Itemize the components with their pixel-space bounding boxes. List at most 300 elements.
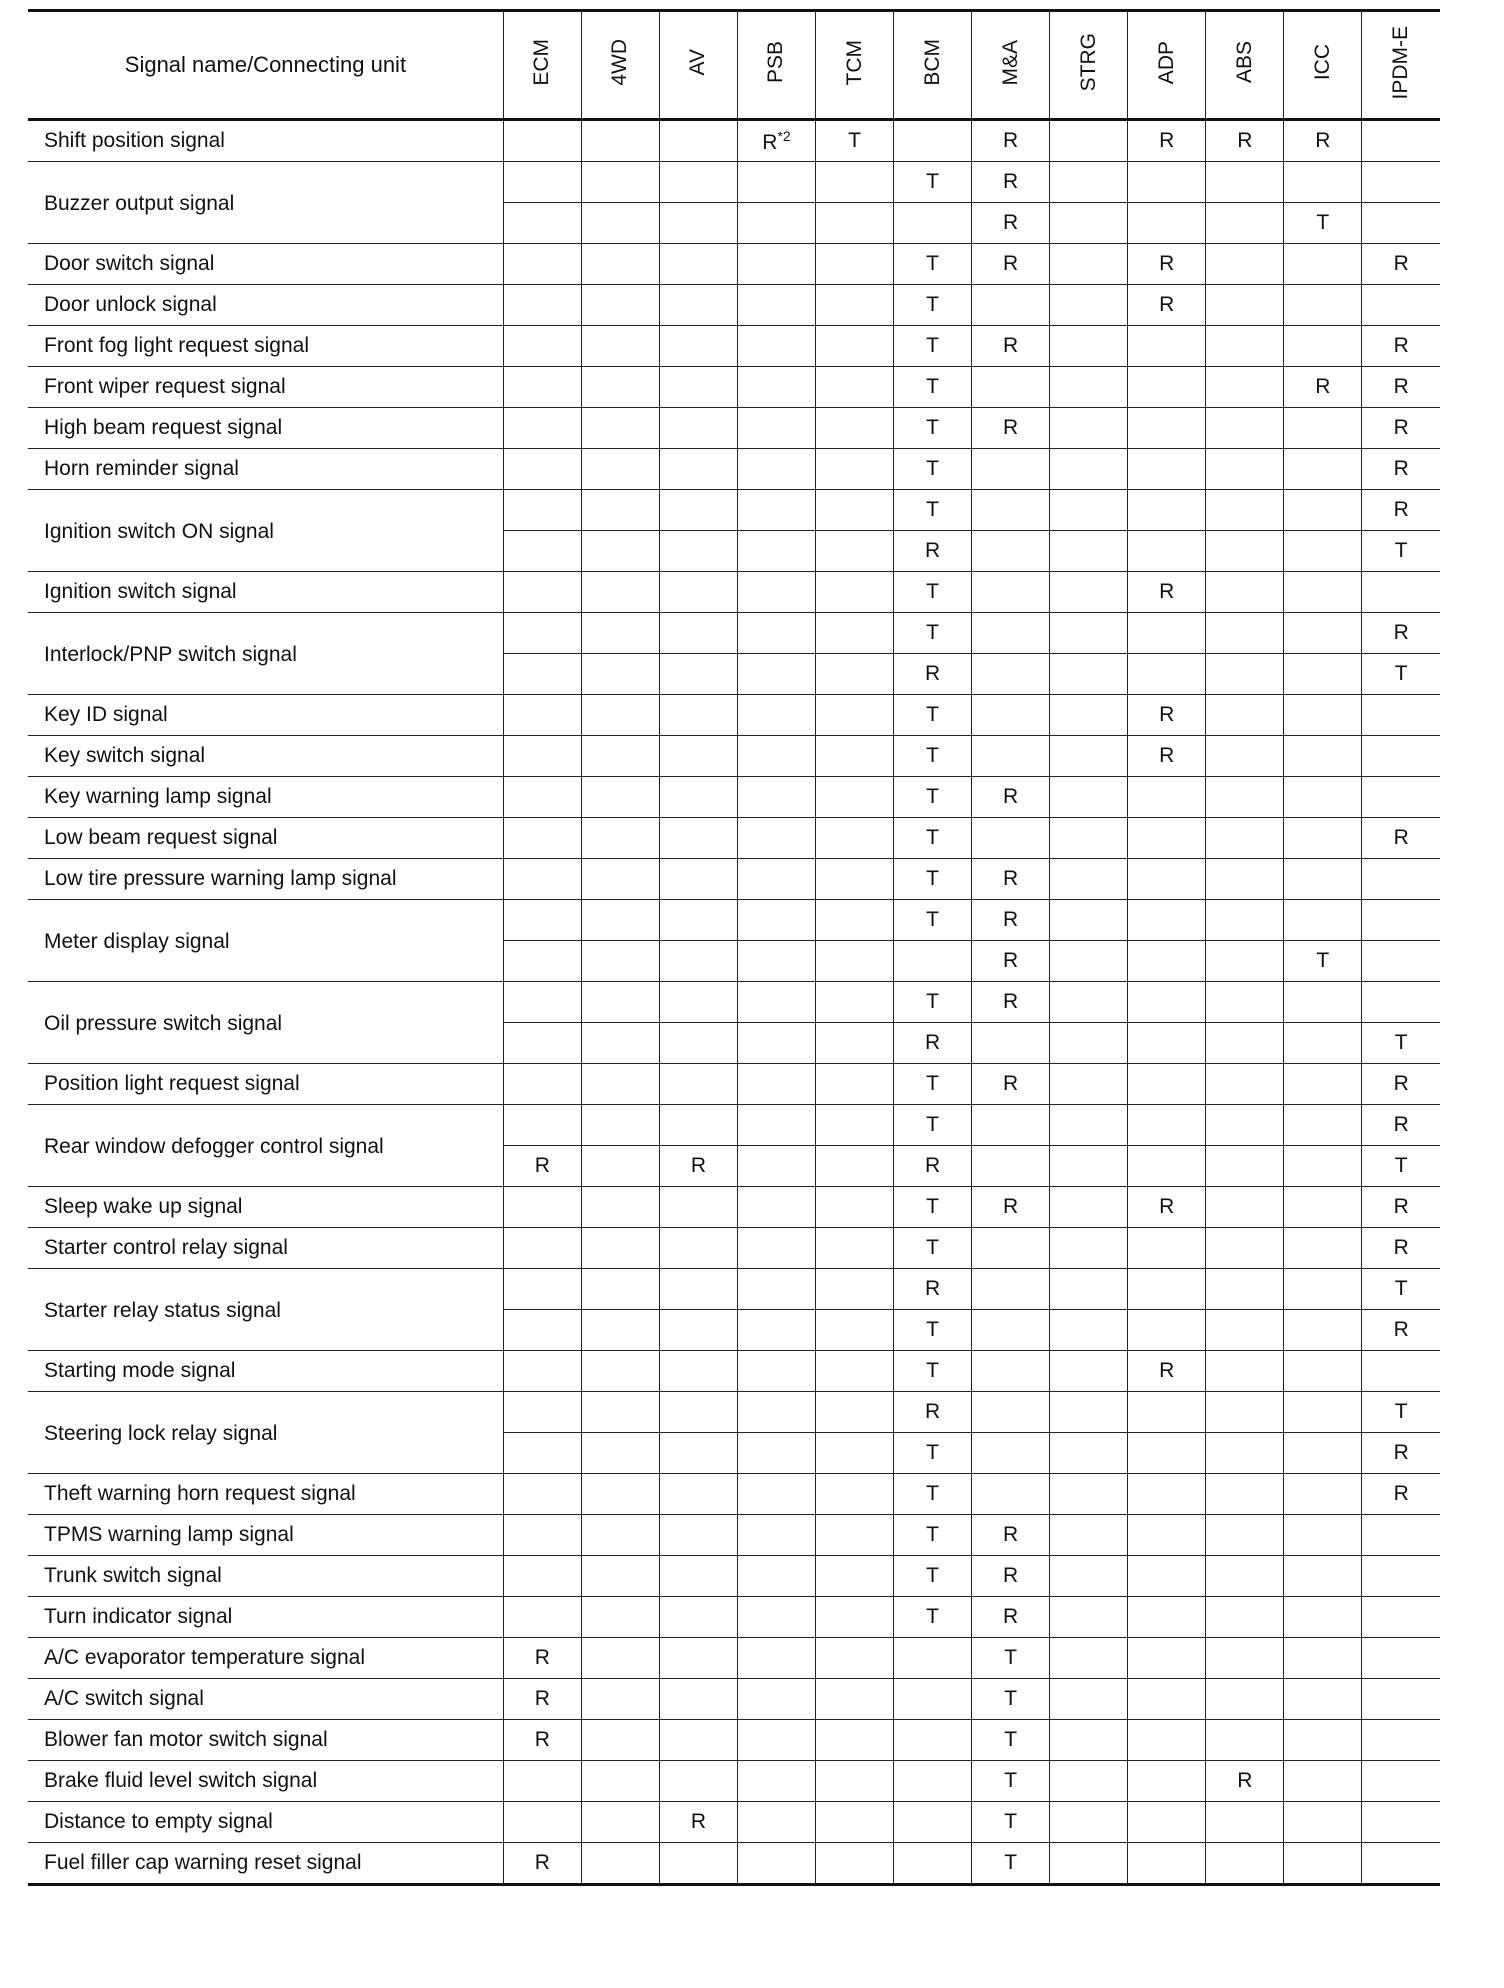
cell-icc: [1284, 1638, 1362, 1679]
cell-icc: [1284, 941, 1362, 982]
cell-av: [659, 900, 737, 941]
cell-bcm: [894, 1474, 972, 1515]
cell-value: T: [1394, 1154, 1408, 1177]
cell-tcm: [816, 1802, 894, 1843]
table-row: [28, 1351, 1440, 1392]
cell-bcm: [894, 408, 972, 449]
cell-ipdm-e: [1362, 572, 1440, 613]
cell-psb: [737, 1515, 815, 1556]
cell-abs: [1206, 1310, 1284, 1351]
cell-strg: [1050, 1679, 1128, 1720]
cell-adp: [1128, 490, 1206, 531]
header-unit-bcm: [894, 11, 972, 120]
cell-psb: [737, 1351, 815, 1392]
cell-ipdm-e: [1362, 695, 1440, 736]
cell-av: [659, 1392, 737, 1433]
cell-strg: [1050, 326, 1128, 367]
cell-tcm: [816, 449, 894, 490]
cell-strg: [1050, 1187, 1128, 1228]
cell-tcm: [816, 859, 894, 900]
cell-av: [659, 490, 737, 531]
cell-value: R: [762, 130, 778, 154]
cell-tcm: [816, 1597, 894, 1638]
cell-icc: [1284, 1515, 1362, 1556]
table-row: [28, 982, 1440, 1023]
cell-ecm: [503, 1023, 581, 1064]
cell-psb: [737, 1638, 815, 1679]
cell-abs: [1206, 120, 1284, 162]
table-row: [28, 244, 1440, 285]
cell-av: [659, 285, 737, 326]
cell-ipdm-e: [1362, 777, 1440, 818]
header-unit-tcm: [816, 11, 894, 120]
cell-m-a: [972, 285, 1050, 326]
cell-ipdm-e: [1362, 859, 1440, 900]
cell-value: R: [1003, 949, 1019, 972]
cell-bcm: [894, 1843, 972, 1885]
signal-name: Door switch signal: [28, 244, 503, 285]
header-unit-label: BCM: [920, 39, 944, 86]
signal-name: Trunk switch signal: [28, 1556, 503, 1597]
cell-ecm: [503, 449, 581, 490]
cell-av: [659, 203, 737, 244]
cell-value: T: [926, 375, 939, 398]
cell-value: R: [1003, 416, 1019, 439]
cell-4wd: [581, 859, 659, 900]
cell-strg: [1050, 1105, 1128, 1146]
cell-bcm: [894, 203, 972, 244]
cell-value: T: [926, 1236, 939, 1259]
cell-4wd: [581, 695, 659, 736]
cell-adp: [1128, 367, 1206, 408]
cell-tcm: [816, 695, 894, 736]
table-row: [28, 367, 1440, 408]
signal-name: High beam request signal: [28, 408, 503, 449]
cell-value: R: [1003, 334, 1019, 357]
cell-4wd: [581, 1433, 659, 1474]
cell-psb: [737, 859, 815, 900]
cell-icc: [1284, 449, 1362, 490]
cell-adp: [1128, 818, 1206, 859]
signal-name: A/C switch signal: [28, 1679, 503, 1720]
cell-psb: [737, 326, 815, 367]
cell-adp: [1128, 1720, 1206, 1761]
table-body: [28, 120, 1440, 1885]
header-unit-ipdm-e: [1362, 11, 1440, 120]
cell-tcm: [816, 572, 894, 613]
signal-name: Turn indicator signal: [28, 1597, 503, 1638]
cell-av: [659, 572, 737, 613]
header-unit-label: ADP: [1154, 40, 1178, 85]
cell-value: T: [926, 170, 939, 193]
cell-value: T: [926, 867, 939, 890]
cell-adp: [1128, 408, 1206, 449]
cell-psb: [737, 695, 815, 736]
cell-4wd: [581, 613, 659, 654]
cell-value: T: [926, 990, 939, 1013]
cell-value: R: [1003, 211, 1019, 234]
cell-icc: [1284, 1720, 1362, 1761]
cell-tcm: [816, 900, 894, 941]
cell-tcm: [816, 203, 894, 244]
cell-strg: [1050, 1802, 1128, 1843]
cell-strg: [1050, 1064, 1128, 1105]
cell-psb: [737, 408, 815, 449]
signal-name: Starting mode signal: [28, 1351, 503, 1392]
cell-value: T: [926, 785, 939, 808]
cell-value: T: [1004, 1810, 1018, 1833]
signal-name: Starter relay status signal: [28, 1270, 503, 1311]
cell-value: R: [925, 1031, 941, 1054]
cell-av: [659, 1556, 737, 1597]
cell-value: T: [1316, 211, 1330, 234]
cell-adp: [1128, 203, 1206, 244]
signal-name: Distance to empty signal: [28, 1802, 503, 1843]
cell-m-a: [972, 162, 1050, 203]
cell-icc: [1284, 490, 1362, 531]
cell-abs: [1206, 1720, 1284, 1761]
cell-strg: [1050, 859, 1128, 900]
cell-icc: [1284, 367, 1362, 408]
cell-value: T: [1394, 1400, 1408, 1423]
cell-value: T: [926, 334, 939, 357]
cell-value: R: [925, 1277, 941, 1300]
cell-m-a: [972, 654, 1050, 695]
cell-av: [659, 1269, 737, 1310]
table-row: [28, 900, 1440, 941]
cell-value: T: [1394, 1031, 1408, 1054]
cell-icc: [1284, 1474, 1362, 1515]
cell-tcm: [816, 1228, 894, 1269]
cell-ecm: [503, 1310, 581, 1351]
cell-abs: [1206, 285, 1284, 326]
cell-strg: [1050, 1720, 1128, 1761]
cell-abs: [1206, 1351, 1284, 1392]
signal-name: Interlock/PNP switch signal: [28, 614, 503, 655]
table-row: [28, 1638, 1440, 1679]
cell-icc: [1284, 326, 1362, 367]
cell-strg: [1050, 1310, 1128, 1351]
cell-abs: [1206, 572, 1284, 613]
cell-ipdm-e: [1362, 1146, 1440, 1187]
cell-adp: [1128, 1310, 1206, 1351]
cell-4wd: [581, 1556, 659, 1597]
table-row: [28, 1802, 1440, 1843]
cell-bcm: [894, 490, 972, 531]
cell-abs: [1206, 1638, 1284, 1679]
cell-tcm: [816, 162, 894, 203]
cell-m-a: [972, 326, 1050, 367]
cell-ipdm-e: [1362, 490, 1440, 531]
cell-icc: [1284, 1269, 1362, 1310]
cell-tcm: [816, 408, 894, 449]
cell-value: R: [1003, 785, 1019, 808]
cell-strg: [1050, 1556, 1128, 1597]
cell-ecm: [503, 244, 581, 285]
cell-4wd: [581, 1146, 659, 1187]
cell-tcm: [816, 1433, 894, 1474]
cell-ipdm-e: [1362, 1023, 1440, 1064]
cell-bcm: [894, 1638, 972, 1679]
cell-abs: [1206, 1269, 1284, 1310]
cell-adp: [1128, 1597, 1206, 1638]
cell-4wd: [581, 1105, 659, 1146]
cell-bcm: [894, 1433, 972, 1474]
cell-bcm: [894, 244, 972, 285]
cell-value: T: [1394, 1277, 1408, 1300]
cell-value: R: [1393, 1236, 1409, 1259]
cell-abs: [1206, 1679, 1284, 1720]
cell-bcm: [894, 1597, 972, 1638]
cell-m-a: [972, 777, 1050, 818]
cell-av: [659, 1351, 737, 1392]
cell-m-a: [972, 900, 1050, 941]
cell-ipdm-e: [1362, 1679, 1440, 1720]
cell-ipdm-e: [1362, 1474, 1440, 1515]
cell-4wd: [581, 1269, 659, 1310]
cell-value: T: [926, 252, 939, 275]
cell-abs: [1206, 1392, 1284, 1433]
cell-adp: [1128, 1064, 1206, 1105]
table-row: [28, 490, 1440, 531]
table-row: [28, 1187, 1440, 1228]
header-unit-adp: [1128, 11, 1206, 120]
cell-tcm: [816, 285, 894, 326]
cell-ecm: [503, 1105, 581, 1146]
signal-name: Starter control relay signal: [28, 1228, 503, 1269]
cell-ipdm-e: [1362, 1802, 1440, 1843]
cell-value: T: [926, 457, 939, 480]
cell-ipdm-e: [1362, 1433, 1440, 1474]
cell-value: T: [926, 498, 939, 521]
cell-value: R: [534, 1728, 550, 1751]
signal-name: Ignition switch signal: [28, 572, 503, 613]
signal-name: Blower fan motor switch signal: [28, 1720, 503, 1761]
cell-bcm: [894, 1556, 972, 1597]
cell-ipdm-e: [1362, 613, 1440, 654]
cell-av: [659, 695, 737, 736]
cell-m-a: [972, 367, 1050, 408]
cell-av: [659, 1474, 737, 1515]
cell-icc: [1284, 1146, 1362, 1187]
cell-icc: [1284, 1433, 1362, 1474]
cell-value: T: [926, 1523, 939, 1546]
cell-4wd: [581, 982, 659, 1023]
table-row: [28, 1269, 1440, 1310]
cell-value: T: [926, 1564, 939, 1587]
cell-strg: [1050, 572, 1128, 613]
cell-tcm: [816, 326, 894, 367]
cell-value: R: [1237, 129, 1253, 152]
cell-bcm: [894, 531, 972, 572]
cell-value: R: [1393, 375, 1409, 398]
cell-strg: [1050, 941, 1128, 982]
cell-ipdm-e: [1362, 285, 1440, 326]
cell-adp: [1128, 613, 1206, 654]
cell-m-a: [972, 982, 1050, 1023]
cell-icc: [1284, 285, 1362, 326]
cell-ecm: [503, 1392, 581, 1433]
cell-value: R: [1159, 1195, 1175, 1218]
cell-strg: [1050, 1638, 1128, 1679]
table-row: [28, 1474, 1440, 1515]
cell-icc: [1284, 531, 1362, 572]
signal-name: Steering lock relay signal: [28, 1393, 503, 1434]
signal-name: Horn reminder signal: [28, 449, 503, 490]
cell-bcm: [894, 1269, 972, 1310]
cell-bcm: [894, 1310, 972, 1351]
cell-tcm: [816, 1023, 894, 1064]
cell-psb: [737, 285, 815, 326]
cell-icc: [1284, 613, 1362, 654]
cell-strg: [1050, 367, 1128, 408]
table-row: [28, 1392, 1440, 1433]
cell-tcm: [816, 531, 894, 572]
cell-tcm: [816, 1515, 894, 1556]
cell-4wd: [581, 326, 659, 367]
cell-adp: [1128, 1843, 1206, 1885]
cell-4wd: [581, 244, 659, 285]
cell-tcm: [816, 1351, 894, 1392]
cell-abs: [1206, 1146, 1284, 1187]
cell-ipdm-e: [1362, 244, 1440, 285]
cell-strg: [1050, 695, 1128, 736]
footnote-mark: *2: [777, 127, 791, 144]
cell-psb: [737, 1146, 815, 1187]
cell-tcm: [816, 1843, 894, 1885]
cell-bcm: [894, 326, 972, 367]
cell-value: R: [1315, 129, 1331, 152]
cell-4wd: [581, 1597, 659, 1638]
cell-ipdm-e: [1362, 1638, 1440, 1679]
cell-value: R: [1159, 744, 1175, 767]
table-row: [28, 572, 1440, 613]
cell-strg: [1050, 449, 1128, 490]
cell-value: R: [1393, 1195, 1409, 1218]
cell-av: [659, 162, 737, 203]
cell-strg: [1050, 203, 1128, 244]
cell-ecm: [503, 1679, 581, 1720]
cell-av: [659, 1720, 737, 1761]
cell-tcm: [816, 367, 894, 408]
cell-abs: [1206, 1556, 1284, 1597]
cell-m-a: [972, 1351, 1050, 1392]
cell-strg: [1050, 531, 1128, 572]
cell-value: T: [1004, 1687, 1018, 1710]
cell-av: [659, 777, 737, 818]
cell-4wd: [581, 531, 659, 572]
cell-bcm: [894, 285, 972, 326]
cell-adp: [1128, 1556, 1206, 1597]
cell-bcm: [894, 1023, 972, 1064]
cell-value: R: [534, 1646, 550, 1669]
signal-name: Fuel filler cap warning reset signal: [28, 1843, 503, 1885]
cell-av: [659, 613, 737, 654]
cell-icc: [1284, 1023, 1362, 1064]
cell-strg: [1050, 244, 1128, 285]
cell-psb: [737, 1679, 815, 1720]
cell-value: R: [1393, 457, 1409, 480]
cell-m-a: [972, 1392, 1050, 1433]
cell-value: R: [1393, 1441, 1409, 1464]
cell-strg: [1050, 777, 1128, 818]
cell-abs: [1206, 736, 1284, 777]
cell-ipdm-e: [1362, 408, 1440, 449]
cell-abs: [1206, 408, 1284, 449]
cell-strg: [1050, 1515, 1128, 1556]
table-row: [28, 203, 1440, 244]
cell-icc: [1284, 572, 1362, 613]
cell-adp: [1128, 1802, 1206, 1843]
cell-av: [659, 818, 737, 859]
cell-value: R: [1003, 990, 1019, 1013]
cell-4wd: [581, 203, 659, 244]
cell-icc: [1284, 244, 1362, 285]
cell-value: R: [1003, 252, 1019, 275]
cell-strg: [1050, 982, 1128, 1023]
table-row: [28, 695, 1440, 736]
cell-ipdm-e: [1362, 531, 1440, 572]
cell-value: T: [926, 1195, 939, 1218]
cell-psb: [737, 1187, 815, 1228]
cell-m-a: [972, 1105, 1050, 1146]
cell-value: T: [926, 826, 939, 849]
signal-name: Front fog light request signal: [28, 326, 503, 367]
cell-abs: [1206, 941, 1284, 982]
cell-bcm: [894, 654, 972, 695]
table-row: [28, 1597, 1440, 1638]
cell-ipdm-e: [1362, 941, 1440, 982]
cell-4wd: [581, 1843, 659, 1885]
cell-bcm: [894, 1761, 972, 1802]
cell-value: T: [926, 1359, 939, 1382]
cell-psb: [737, 1228, 815, 1269]
cell-m-a: [972, 203, 1050, 244]
cell-4wd: [581, 572, 659, 613]
cell-tcm: [816, 736, 894, 777]
cell-psb: [737, 1433, 815, 1474]
table-row: [28, 1761, 1440, 1802]
cell-value: T: [1316, 949, 1330, 972]
table-row: [28, 1843, 1440, 1885]
signal-table: [28, 9, 1440, 1886]
cell-strg: [1050, 408, 1128, 449]
cell-value: R: [1315, 375, 1331, 398]
cell-icc: [1284, 1761, 1362, 1802]
cell-adp: [1128, 1228, 1206, 1269]
cell-av: [659, 1310, 737, 1351]
cell-m-a: [972, 941, 1050, 982]
cell-tcm: [816, 1474, 894, 1515]
cell-ecm: [503, 1720, 581, 1761]
header-unit-av: [659, 11, 737, 120]
cell-psb: [737, 572, 815, 613]
cell-abs: [1206, 1597, 1284, 1638]
cell-m-a: [972, 490, 1050, 531]
cell-abs: [1206, 900, 1284, 941]
header-unit-label: ECM: [530, 39, 554, 86]
cell-icc: [1284, 859, 1362, 900]
cell-4wd: [581, 1802, 659, 1843]
cell-4wd: [581, 490, 659, 531]
cell-av: [659, 120, 737, 162]
table-row: [28, 1679, 1440, 1720]
cell-value: T: [926, 1482, 939, 1505]
cell-4wd: [581, 818, 659, 859]
cell-value: R: [1393, 1072, 1409, 1095]
cell-m-a: [972, 859, 1050, 900]
table-row: [28, 613, 1440, 654]
